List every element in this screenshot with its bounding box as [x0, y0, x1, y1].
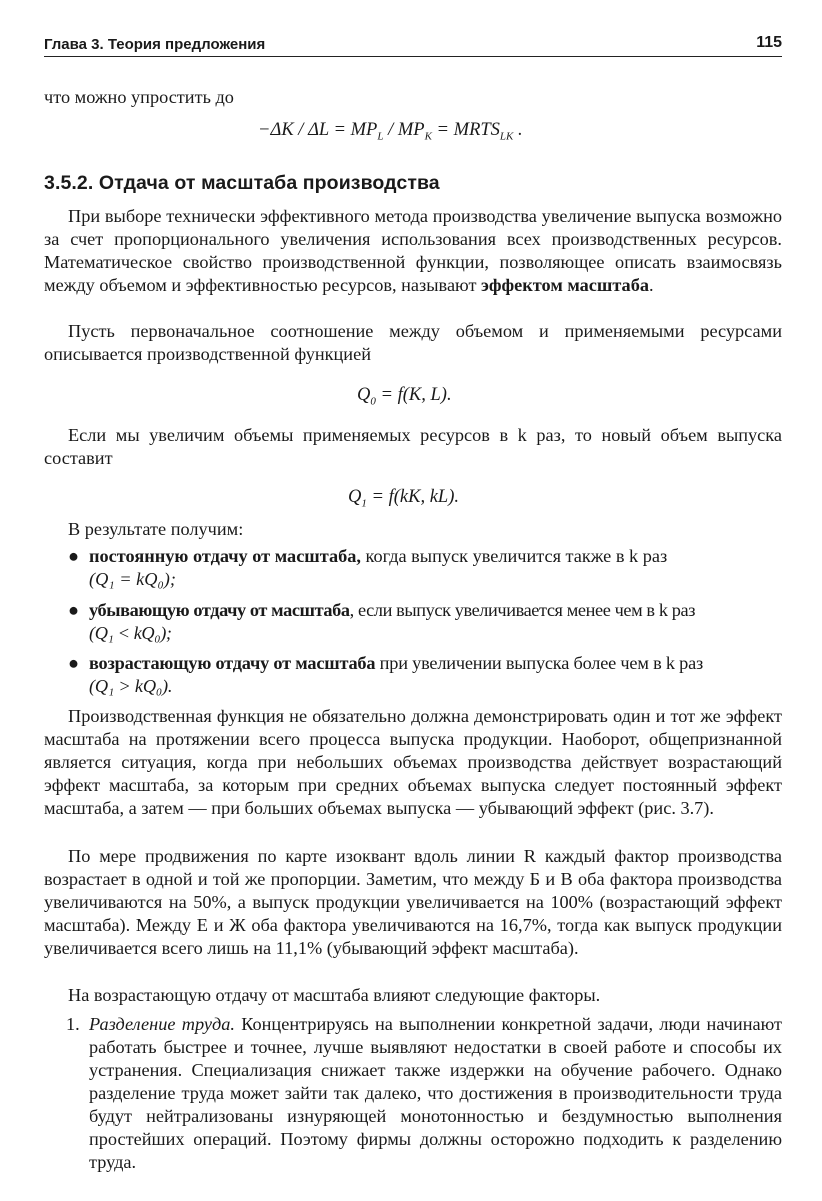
bullet-icon: ● [68, 653, 80, 673]
bullet-icon: ● [68, 546, 80, 566]
paragraph-3: Если мы увеличим объемы применяемых ресурсов в k раз, то новый объем выпуска составит [44, 425, 782, 468]
page-header [44, 34, 782, 57]
formula-q1: $Q_1 = f(kK$, kL). [348, 487, 459, 510]
paragraph-6: По мере продвижения по карте изоквант вдоль линии R каждый фактор производства возрастает в одной и той же пропорции. Заметим, что между Б и В оба фактора производства увеличиваются на 50%, а выпуск продукции увеличивается на 100% (возрастающий эффект масштаба). Между Е и Ж оба фактора увеличиваются на 16,7%, тогда как выпуск продукции увеличивается всего лишь на 11,1% (убывающий эффект масштаба). [44, 846, 782, 958]
intro-text: что можно упростить до [44, 87, 234, 107]
paragraph-1: При выборе технически эффективного метода производства увеличение выпуска возможно за счет пропорционального увеличения использования всех производственных ресурсов. Математическое свойство производственной функции, позволяющее описать взаимосвязь между объемом и эффективностью ресурсов, называют эффектом масштаба. [44, 206, 782, 295]
chapter-title: Глава 3. Теория предложения [44, 36, 266, 53]
list-item-division-of-labor: 1. Разделение труда. Концентрируясь на выполнении конкретной задачи, люди начинают работать быстрее и точнее, лучше выявляют недостатки в своей работе и способы их устранения. Специализация снижает также издержки на обучение рабочего. Однако разделение труда может зайти так далеко, что достижения в производительности труда будут нейтрализованы изнуряющей монотонностью и бездумностью выполнения простейших операций. Поэтому фирмы должны осторожно подходить к разделению труда. [66, 1014, 783, 1172]
paragraph-5: Производственная функция не обязательно должна демонстрировать один и тот же эффект масштаба на протяжении всего процесса выпуска продукции. Наоборот, общепризнанной является ситуация, когда при небольших объемах производства действует возрастающий эффект масштаба, за которым при средних объемах выпуска следует постоянный эффект масштаба, а затем — при больших объемах выпуска — убывающий эффект (рис. 3.7). [44, 706, 782, 818]
page-number: 115 [756, 34, 782, 51]
paragraph-2: Пусть первоначальное соотношение между объемом и применяемыми ресурсами описывается производственной функцией [44, 321, 782, 364]
paragraph-4: В результате получим: [68, 519, 244, 539]
formula-q0: $Q_0 = f(K$, L). [357, 385, 452, 408]
bullet-icon: ● [68, 600, 80, 620]
term-scale-effect: эффектом масштаба [481, 275, 649, 295]
paragraph-7: На возрастающую отдачу от масштаба влияют следующие факторы. [68, 985, 601, 1005]
section-title: 3.5.2. Отдача от масштаба производства [44, 172, 440, 194]
formula-mrts: $-\Delta K / \Delta L = MP_L / MP_K$ = $MRTS_{LK}$ . [258, 120, 523, 143]
